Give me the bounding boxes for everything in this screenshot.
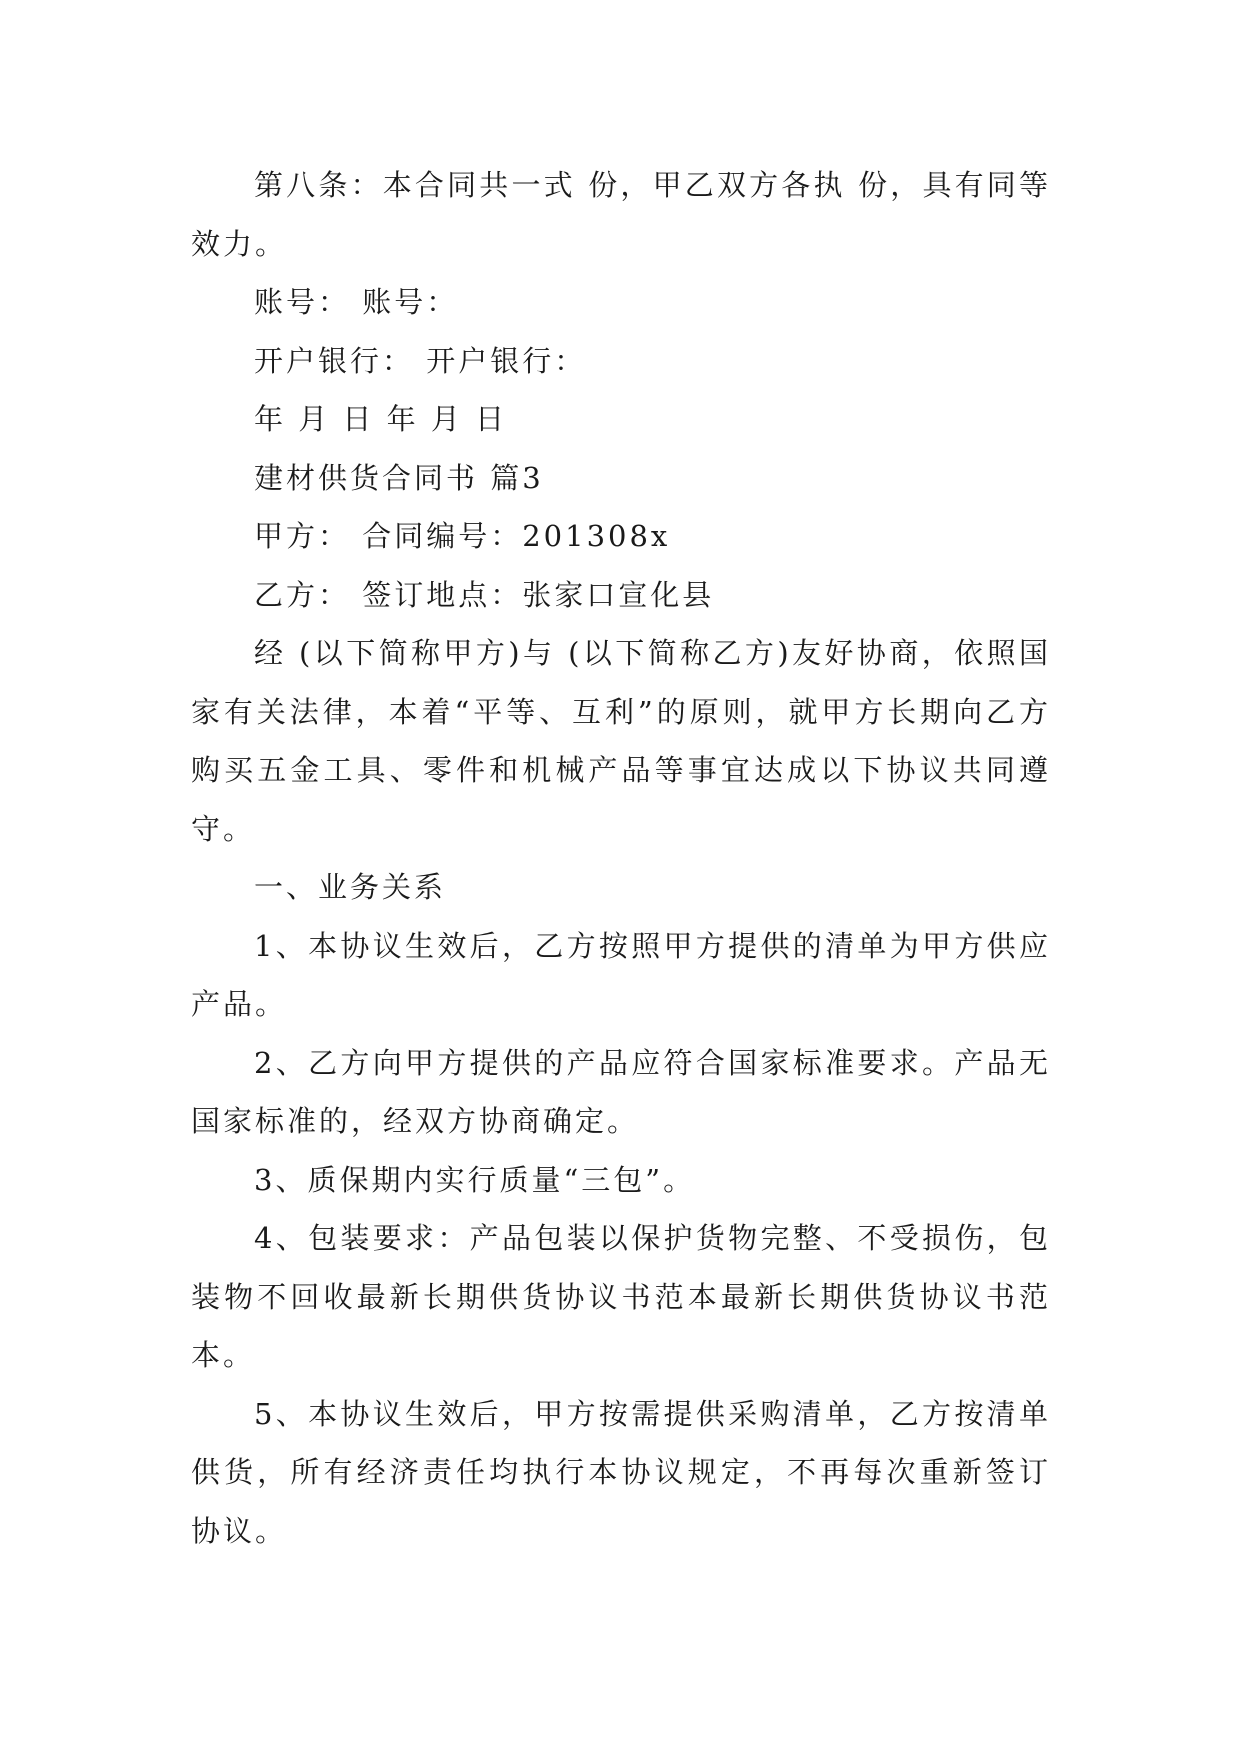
document-body bbox=[191, 156, 1051, 1560]
clause-item-2: 2、乙方向甲方提供的产品应符合国家标准要求。产品无国家标准的，经双方协商确定。 bbox=[191, 1045, 1051, 1138]
heading-business-relation: 一、业务关系 bbox=[254, 870, 447, 904]
account-number-line: 账号： 账号： bbox=[254, 285, 459, 319]
clause-item-3: 3、质保期内实行质量“三包”。 bbox=[254, 1162, 696, 1197]
date-line: 年 月 日 年 月 日 bbox=[254, 402, 508, 436]
clause-item-1: 1、本协议生效后，乙方按照甲方提供的清单为甲方供应产品。 bbox=[191, 928, 1051, 1021]
clause-eight-copies: 第八条：本合同共一式 份，甲乙双方各执 份，具有同等效力。 bbox=[191, 168, 1051, 261]
preamble-paragraph: 经 (以下简称甲方)与 (以下简称乙方)友好协商，依照国家有关法律，本着“平等、互利”的原则，就甲方长期向乙方购买五金工具、零件和机械产品等事宜达成以下协议共同遵守。 bbox=[191, 636, 1051, 846]
bank-line: 开户银行： 开户银行： bbox=[254, 343, 587, 378]
clause-item-5: 5、本协议生效后，甲方按需提供采购清单，乙方按清单供货，所有经济责任均执行本协议规定，不再每次重新签订协议。 bbox=[191, 1396, 1051, 1548]
party-b-line: 乙方： 签订地点：张家口宣化县 bbox=[254, 577, 715, 612]
clause-item-4: 4、包装要求：产品包装以保护货物完整、不受损伤，包装物不回收最新长期供货协议书范本最新长期供货协议书范本。 bbox=[191, 1221, 1051, 1372]
party-a-line: 甲方： 合同编号：201308x bbox=[254, 519, 671, 553]
section-title: 建材供货合同书 篇3 bbox=[254, 460, 544, 495]
